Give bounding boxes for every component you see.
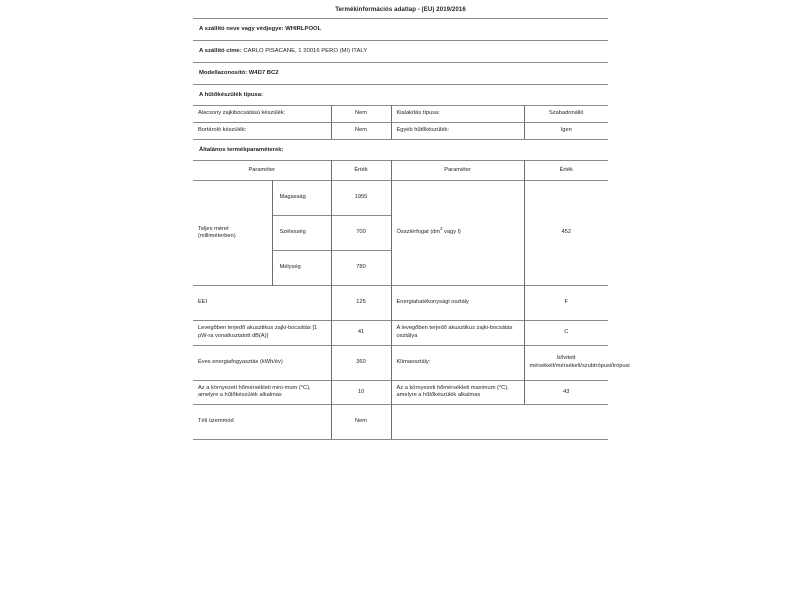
total-volume-label-sup: 3: [440, 226, 443, 232]
overall-dimensions-label: [193, 181, 272, 286]
airborne-noise-class-label: A levegőben terjedő akusztikus zajki-bocsátás osztálya: [391, 321, 524, 345]
general-parameters-table: [193, 160, 630, 440]
winter-mode-label: Téli üzemmód: [193, 405, 331, 440]
table-row: [193, 286, 608, 321]
product-information-sheet: [193, 6, 630, 440]
supplier-name-value: WHIRLPOOL: [285, 26, 322, 32]
design-type-label: Kialakítás típusa:: [391, 106, 524, 123]
eei-label: EEI: [193, 286, 331, 321]
height-value: 1955: [331, 181, 391, 216]
document-title: Termékinformációs adatlap - (EU) 2019/2016: [335, 6, 466, 13]
low-noise-label: Alacsony zajkibocsátású készülék:: [193, 106, 331, 123]
energy-efficiency-class-label: Energiahatékonysági osztály: [391, 286, 524, 321]
min-ambient-temp-label: Az a környezeti hőmérsékleti mini-mum (°C), amelyre a hűtőkészülék alkalmas: [193, 380, 331, 404]
table-row: [193, 181, 608, 216]
depth-value: 780: [331, 251, 391, 286]
model-identifier-row: [193, 63, 608, 84]
total-volume-label-post: vagy l): [442, 229, 461, 236]
airborne-noise-class-value: C: [524, 321, 608, 345]
header-parameter-right: Paraméter: [391, 160, 524, 181]
width-value: 700: [331, 216, 391, 251]
header-parameter-left: Paraméter: [193, 160, 331, 181]
max-ambient-temp-label: Az a környezeti hőmérsékleti maximum (°C), amelyre a hűtőkészülék alkalmas: [391, 380, 524, 404]
eei-value: 125: [331, 286, 391, 321]
winter-mode-empty-label: [391, 405, 524, 440]
max-ambient-temp-value: 43: [524, 380, 608, 404]
climate-class-label: Klímaosztály:: [391, 345, 524, 380]
low-noise-value: Nem: [331, 106, 391, 123]
general-parameters-heading: Általános termékparaméterek:: [199, 146, 284, 153]
overall-dimensions-label-line1: Teljes méret: [198, 225, 229, 232]
supplier-address-value: CARLO PISACANE, 1 20016 PERO (MI) ITALY: [243, 48, 368, 55]
model-identifier-label: Modellazonosító:: [199, 70, 248, 77]
table-row: [193, 380, 608, 404]
header-value-left: Érték: [331, 160, 391, 181]
winter-mode-empty-value: [524, 405, 608, 440]
depth-label: Mélység: [272, 251, 331, 286]
design-type-value: Szabadonálló: [524, 106, 608, 123]
total-volume-label: [391, 181, 524, 286]
model-identifier-value: W4D7 BC2: [248, 70, 279, 77]
other-appliance-label: Egyéb hűtőkészülék:: [391, 122, 524, 139]
airborne-noise-label: Levegőben terjedő akusztikus zajki-bocsátás [1 pW-ra vonatkoztatott dB(A)]: [193, 321, 331, 345]
table-row: [193, 405, 608, 440]
supplier-name-row: [193, 19, 608, 40]
table-row: [193, 345, 608, 380]
other-appliance-value: Igen: [524, 122, 608, 139]
supplier-address-row: [193, 41, 608, 62]
table-row: [193, 321, 608, 345]
climate-class-value: bővitett mérsékelt/mérsékelt/szubtrópusi/trópusi: [524, 345, 608, 380]
table-row: [193, 122, 608, 139]
height-label: Magasság: [272, 181, 331, 216]
width-label: Szélesség: [272, 216, 331, 251]
appliance-type-heading: A hűtőkészülék típusa:: [199, 92, 263, 99]
annual-energy-label: Éves energiafogyasztás (kWh/év): [193, 345, 331, 380]
overall-dimensions-label-line2: (milliméterben): [198, 233, 236, 240]
wine-storage-value: Nem: [331, 122, 391, 139]
wine-storage-label: Bortároló készülék:: [193, 122, 331, 139]
total-volume-value: 452: [524, 181, 608, 286]
annual-energy-value: 360: [331, 345, 391, 380]
winter-mode-value: Nem: [331, 405, 391, 440]
energy-efficiency-class-value: F: [524, 286, 608, 321]
min-ambient-temp-value: 10: [331, 380, 391, 404]
airborne-noise-value: 41: [331, 321, 391, 345]
total-volume-label-pre: Össztérfogat (dm: [396, 229, 441, 236]
table-header-row: [193, 160, 608, 181]
header-value-right: Érték: [524, 160, 608, 181]
supplier-address-label: A szállító címe:: [199, 48, 242, 55]
supplier-name-label: A szállító neve vagy védjegye:: [199, 26, 284, 32]
appliance-type-table: [193, 105, 608, 139]
table-row: [193, 106, 608, 123]
